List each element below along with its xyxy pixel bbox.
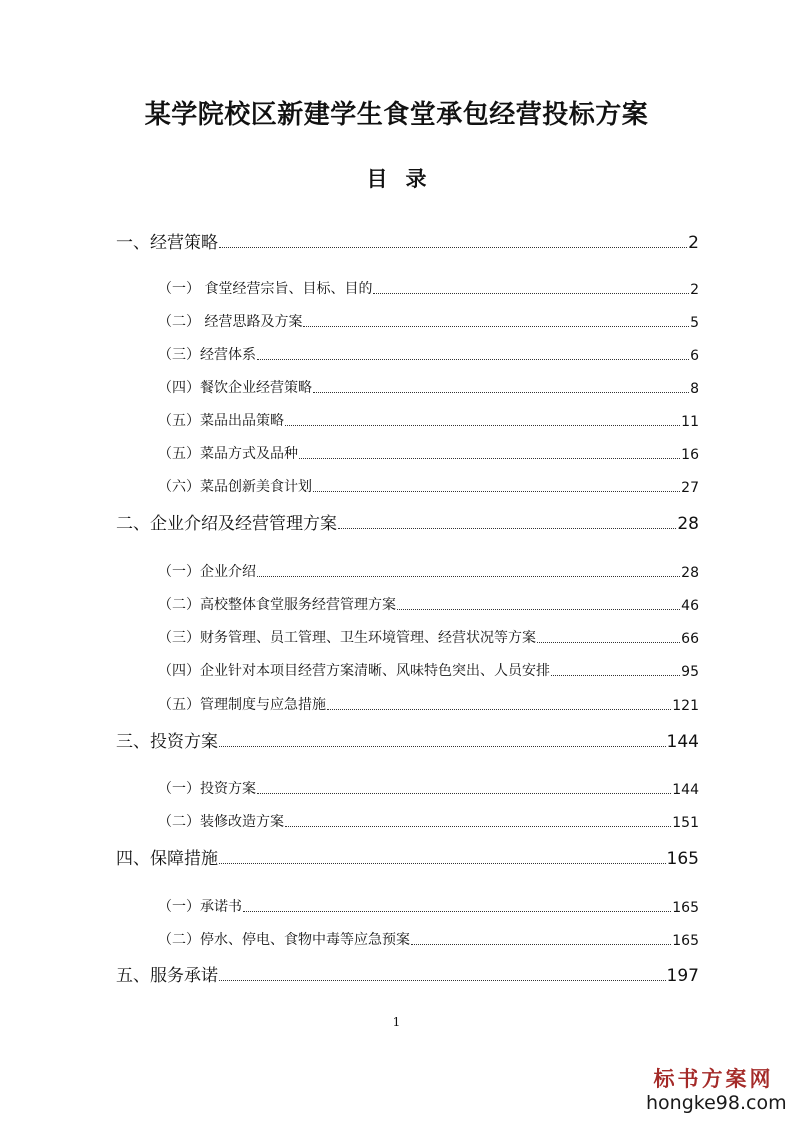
dot-leader <box>219 863 666 864</box>
toc-entry-label: 二、企业介绍及经营管理方案 <box>116 514 337 534</box>
toc-entry-page: 27 <box>681 480 699 496</box>
toc-entry-page: 46 <box>681 598 699 614</box>
toc-entry-section[interactable] <box>116 510 699 534</box>
dot-leader <box>257 576 680 577</box>
toc-entry-page: 151 <box>672 815 699 831</box>
toc-entry-section[interactable] <box>116 845 699 869</box>
toc-heading-char-2: 录 <box>405 166 427 191</box>
toc-entry-page: 28 <box>681 565 699 581</box>
toc-entry-label: （二）停水、停电、食物中毒等应急预案 <box>158 932 410 948</box>
toc-entry-subsection[interactable] <box>158 377 699 397</box>
dot-leader <box>327 709 671 710</box>
toc-entry-label: （一）承诺书 <box>158 899 242 915</box>
toc-entry-section[interactable] <box>116 962 699 986</box>
toc-entry-subsection[interactable] <box>158 476 699 496</box>
toc-entry-page: 197 <box>666 966 699 986</box>
toc-entry-label: （一） 食堂经营宗旨、目标、目的 <box>158 281 373 297</box>
toc-entry-subsection[interactable] <box>158 311 699 331</box>
toc-entry-label: （二） 经营思路及方案 <box>158 314 303 330</box>
toc-entry-section[interactable] <box>116 229 699 253</box>
dot-leader <box>338 528 676 529</box>
toc-entry-subsection[interactable] <box>158 594 699 614</box>
toc-entry-label: （四）企业针对本项目经营方案清晰、风味特色突出、人员安排 <box>158 663 550 679</box>
dot-leader <box>397 609 680 610</box>
toc-entry-page: 165 <box>672 900 699 916</box>
dot-leader <box>257 793 671 794</box>
dot-leader <box>537 642 680 643</box>
toc-entry-label: （一）投资方案 <box>158 781 256 797</box>
toc-entry-page: 165 <box>666 849 699 869</box>
toc-entry-subsection[interactable] <box>158 410 699 430</box>
dot-leader <box>219 247 687 248</box>
dot-leader <box>299 458 680 459</box>
toc-entry-page: 2 <box>688 233 699 253</box>
dot-leader <box>303 326 689 327</box>
toc-entry-label: 三、投资方案 <box>116 732 218 752</box>
toc-heading-char-1: 目 <box>366 166 388 191</box>
toc-entry-subsection[interactable] <box>158 443 699 463</box>
toc-entry-page: 28 <box>677 514 699 534</box>
toc-entry-page: 144 <box>672 782 699 798</box>
toc-entry-page: 121 <box>672 698 699 714</box>
toc-entry-page: 165 <box>672 933 699 949</box>
toc-entry-subsection[interactable] <box>158 896 699 916</box>
toc-entry-subsection[interactable] <box>158 778 699 798</box>
document-title: 某学院校区新建学生食堂承包经营投标方案 <box>144 100 649 130</box>
toc-entry-page: 5 <box>690 315 699 331</box>
toc-entry-label: （二）高校整体食堂服务经营管理方案 <box>158 597 396 613</box>
watermark-logo <box>646 1066 787 1114</box>
toc-entry-label: 四、保障措施 <box>116 849 218 869</box>
dot-leader <box>219 980 666 981</box>
toc-entry-subsection[interactable] <box>158 660 699 680</box>
toc-entry-label: （三）经营体系 <box>158 347 256 363</box>
dot-leader <box>373 293 689 294</box>
watermark-url: hongke98.com <box>646 1092 787 1114</box>
toc-entry-label: 五、服务承诺 <box>116 966 218 986</box>
dot-leader <box>243 911 671 912</box>
toc-entry-subsection[interactable] <box>158 278 699 298</box>
toc-entry-label: （四）餐饮企业经营策略 <box>158 380 312 396</box>
toc-entry-label: 一、经营策略 <box>116 233 218 253</box>
page-number: 1 <box>392 1015 401 1029</box>
dot-leader <box>313 392 689 393</box>
toc-entry-page: 16 <box>681 447 699 463</box>
dot-leader <box>285 425 680 426</box>
toc-entry-subsection[interactable] <box>158 344 699 364</box>
toc-entry-subsection[interactable] <box>158 811 699 831</box>
toc-entry-page: 144 <box>666 732 699 752</box>
toc-entry-label: （一）企业介绍 <box>158 564 256 580</box>
toc-entry-subsection[interactable] <box>158 627 699 647</box>
toc-heading <box>0 163 793 193</box>
toc-entry-label: （三）财务管理、员工管理、卫生环境管理、经营状况等方案 <box>158 630 536 646</box>
watermark-name: 标书方案网 <box>653 1066 774 1091</box>
dot-leader <box>257 359 689 360</box>
toc-entry-label: （五）管理制度与应急措施 <box>158 697 326 713</box>
toc-entry-label: （二）装修改造方案 <box>158 814 284 830</box>
dot-leader <box>411 944 671 945</box>
dot-leader <box>285 826 671 827</box>
dot-leader <box>551 675 680 676</box>
toc-entry-page: 6 <box>690 348 699 364</box>
dot-leader <box>219 746 666 747</box>
dot-leader <box>313 491 680 492</box>
toc-entry-page: 66 <box>681 631 699 647</box>
toc-entry-subsection[interactable] <box>158 694 699 714</box>
toc-entry-page: 2 <box>690 282 699 298</box>
toc-entry-page: 11 <box>681 414 699 430</box>
toc-entry-page: 95 <box>681 664 699 680</box>
toc-entry-subsection[interactable] <box>158 561 699 581</box>
toc-entry-label: （五）菜品出品策略 <box>158 413 284 429</box>
toc-entry-subsection[interactable] <box>158 929 699 949</box>
toc-entry-label: （五）菜品方式及品种 <box>158 446 298 462</box>
toc-entry-page: 8 <box>690 381 699 397</box>
toc-entry-section[interactable] <box>116 728 699 752</box>
toc-entry-label: （六）菜品创新美食计划 <box>158 479 312 495</box>
